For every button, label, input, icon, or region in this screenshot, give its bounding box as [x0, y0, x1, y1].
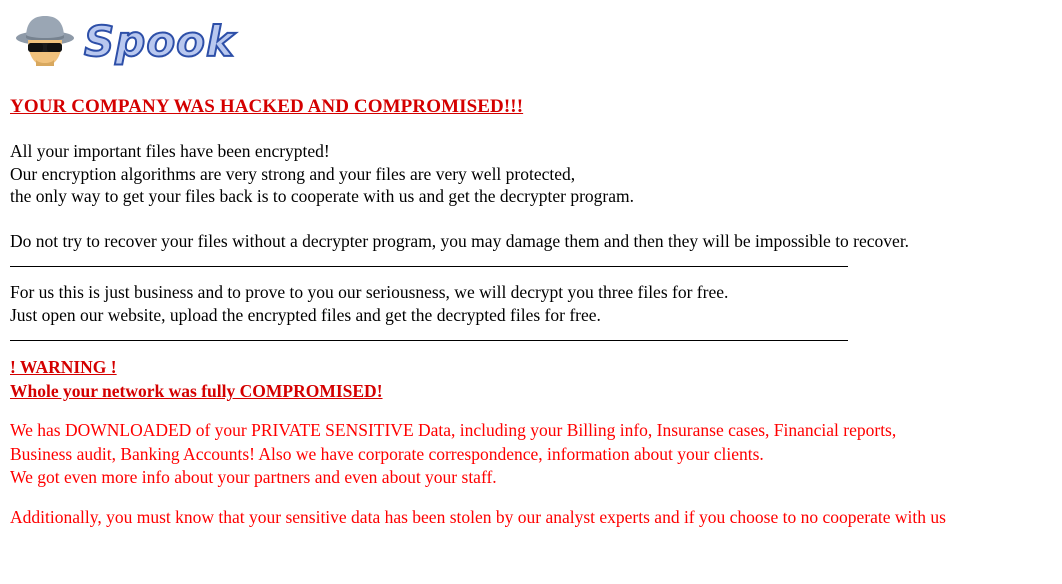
- stolen-line-3: We got even more info about your partners and even about your staff.: [10, 467, 497, 487]
- business-line-1: For us this is just business and to prove to you our seriousness, we will decrypt you three files for free.: [10, 282, 729, 302]
- spacer: [10, 403, 1050, 419]
- warning-title: ! WARNING !: [10, 357, 117, 377]
- intro-line-1: All your important files have been encrypted!: [10, 141, 330, 161]
- additional-line: Additionally, you must know that your sensitive data has been stolen by our analyst experts and if you choose to no cooperate with us: [10, 506, 946, 527]
- note-headline: YOUR COMPANY WAS HACKED AND COMPROMISED!!!: [10, 96, 524, 117]
- spacer: [10, 208, 1050, 230]
- stolen-line-1: We has DOWNLOADED of your PRIVATE SENSITIVE Data, including your Billing info, Insuranse cases, Financial reports,: [10, 420, 897, 440]
- spacer: [10, 118, 1050, 140]
- recover-warning: Do not try to recover your files without a decrypter program, you may damage them and then they will be impossible to recover.: [10, 230, 910, 251]
- warning-subtitle: Whole your network was fully COMPROMISED!: [10, 381, 383, 401]
- intro-line-2: Our encryption algorithms are very strong and your files are very well protected,: [10, 163, 576, 184]
- intro-line-3: the only way to get your files back is to cooperate with us and get the decrypter program.: [10, 186, 634, 206]
- stolen-line-2: Business audit, Banking Accounts! Also we have corporate correspondence, information about your clients.: [10, 443, 764, 464]
- divider-1: [10, 266, 848, 267]
- note-body: [0, 96, 1062, 529]
- brand-header: [0, 0, 1062, 70]
- divider-2: [10, 340, 848, 341]
- spacer: [10, 490, 1050, 506]
- business-line-2: Just open our website, upload the encrypted files and get the decrypted files for free.: [10, 304, 601, 325]
- spy-hat-sunglasses-icon: [14, 14, 76, 70]
- brand-name: Spook: [84, 17, 235, 66]
